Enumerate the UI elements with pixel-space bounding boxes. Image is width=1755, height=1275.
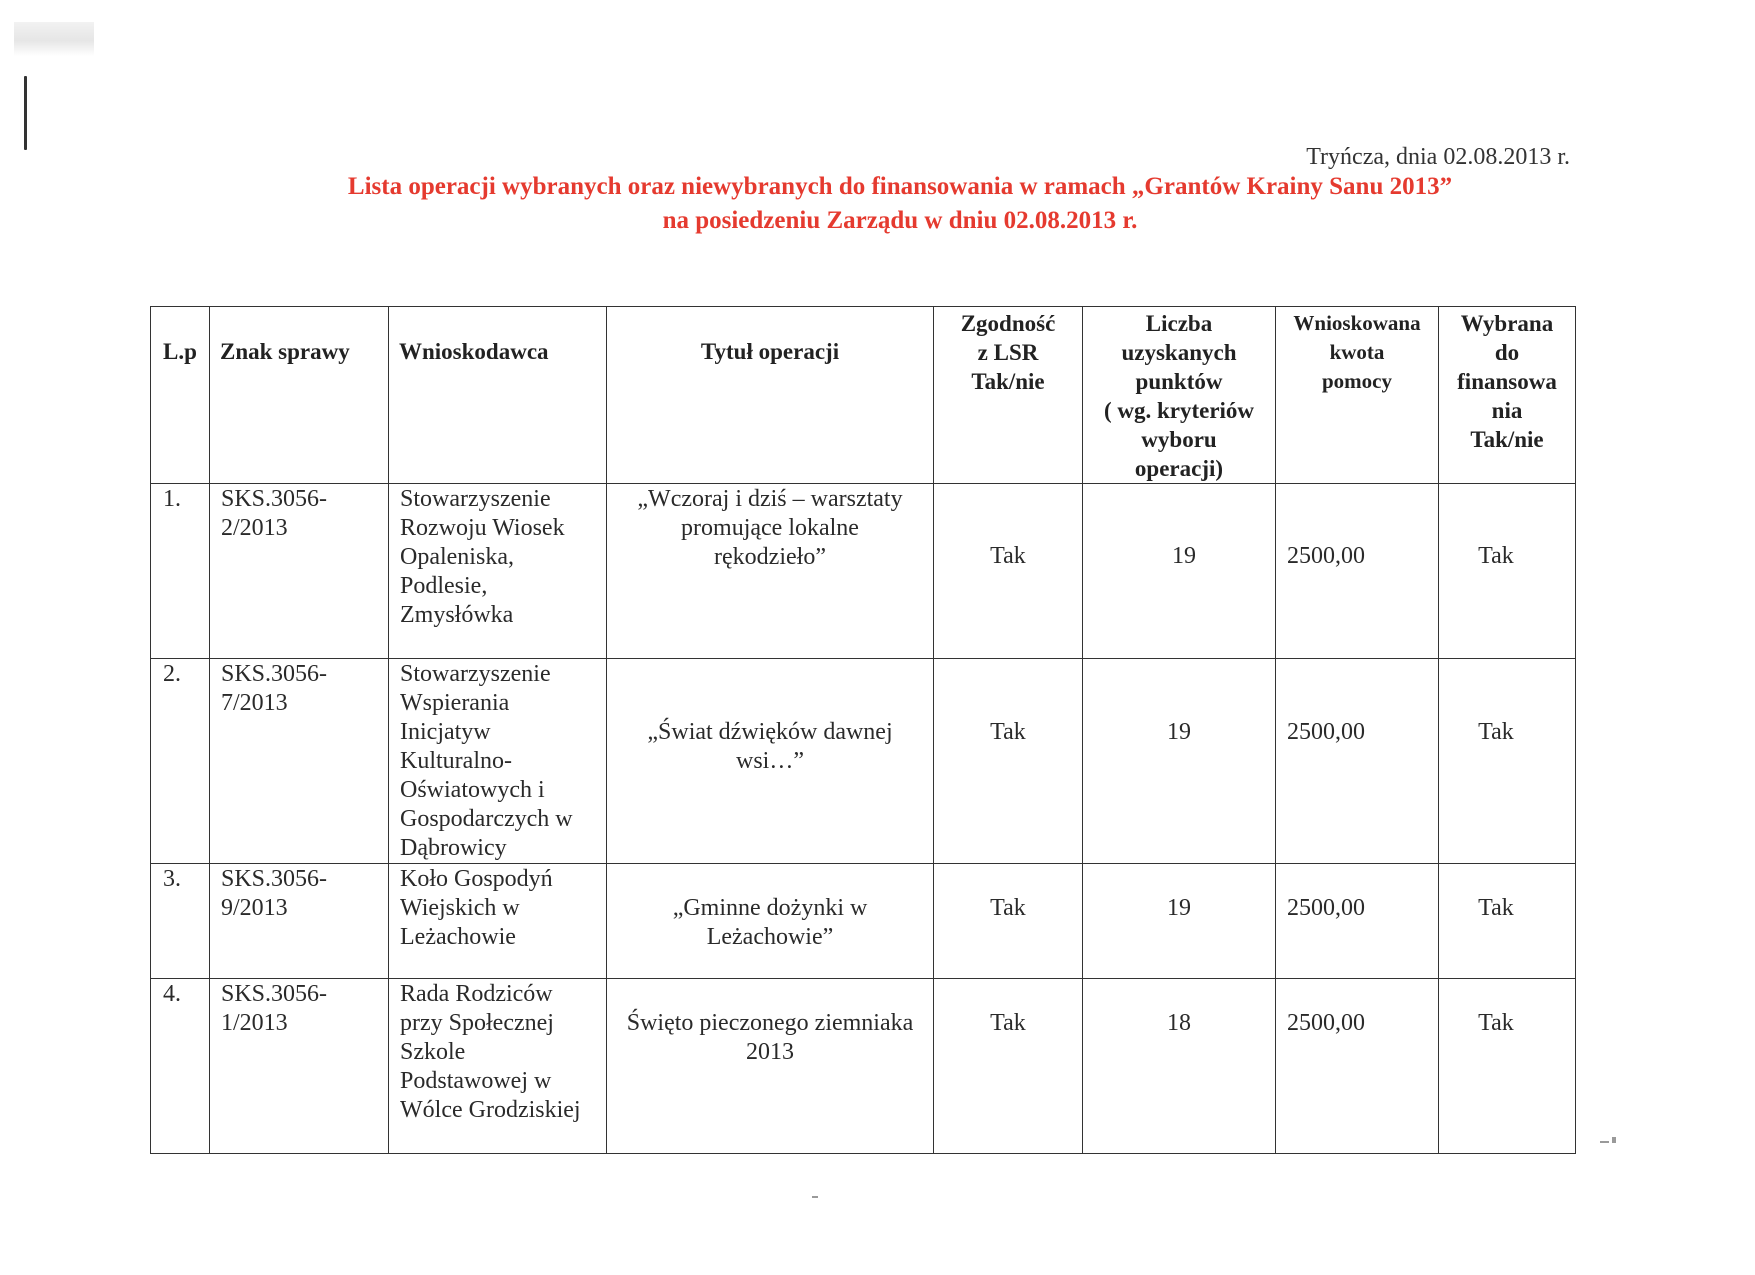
row-points: 19 — [1083, 864, 1276, 979]
row-applicant: Koło Gospodyń Wiejskich w Leżachowie — [389, 864, 607, 979]
header-lsr-compliance: Zgodność z LSR Tak/nie — [934, 307, 1083, 484]
table-row — [151, 659, 1576, 864]
document-title-line-1: Lista operacji wybranych oraz niewybranych do finansowania w ramach „Grantów Krainy Sanu 2013” — [347, 173, 1453, 200]
row-case-number: SKS.3056- 2/2013 — [210, 484, 389, 659]
row-applicant: Stowarzyszenie Rozwoju Wiosek Opaleniska, Podlesie, Zmysłówka — [389, 484, 607, 659]
row-applicant: Stowarzyszenie Wspierania Inicjatyw Kulturalno- Oświatowych i Gospodarczych w Dąbrowicy — [389, 659, 607, 864]
header-requested-amount: Wnioskowana kwota pomocy — [1276, 307, 1439, 484]
row-lp: 3. — [151, 864, 210, 979]
scan-speck — [1600, 1141, 1609, 1143]
row-case-number: SKS.3056- 9/2013 — [210, 864, 389, 979]
row-selected: Tak — [1439, 484, 1576, 659]
scan-margin-mark — [24, 76, 27, 150]
scan-speck — [1612, 1137, 1616, 1143]
header-row — [151, 307, 1576, 484]
row-applicant: Rada Rodziców przy Społecznej Szkole Podstawowej w Wólce Grodziskiej — [389, 979, 607, 1154]
row-points: 19 — [1083, 484, 1276, 659]
row-requested-amount: 2500,00 — [1276, 864, 1439, 979]
row-operation-title: Święto pieczonego ziemniaka 2013 — [607, 979, 934, 1154]
row-operation-title: „Świat dźwięków dawnej wsi…” — [607, 659, 934, 864]
place-date: Tryńcza, dnia 02.08.2013 r. — [1306, 144, 1570, 170]
row-selected: Tak — [1439, 864, 1576, 979]
table-row — [151, 864, 1576, 979]
header-selected: Wybrana do finansowa nia Tak/nie — [1439, 307, 1576, 484]
header-case-number: Znak sprawy — [210, 307, 389, 484]
row-lsr-compliance: Tak — [934, 979, 1083, 1154]
row-lsr-compliance: Tak — [934, 484, 1083, 659]
row-operation-title: „Gminne dożynki w Leżachowie” — [607, 864, 934, 979]
row-case-number: SKS.3056- 1/2013 — [210, 979, 389, 1154]
scan-speck — [812, 1196, 818, 1198]
document-title-line-2: na posiedzeniu Zarządu w dniu 02.08.2013 r. — [662, 207, 1138, 234]
row-selected: Tak — [1439, 979, 1576, 1154]
header-points: Liczba uzyskanych punktów ( wg. kryteriów wyboru operacji) — [1083, 307, 1276, 484]
row-operation-title: „Wczoraj i dziś – warsztaty promujące lokalne rękodzieło” — [607, 484, 934, 659]
row-lp: 4. — [151, 979, 210, 1154]
header-applicant: Wnioskodawca — [389, 307, 607, 484]
row-lp: 2. — [151, 659, 210, 864]
row-lsr-compliance: Tak — [934, 864, 1083, 979]
row-selected: Tak — [1439, 659, 1576, 864]
row-lp: 1. — [151, 484, 210, 659]
row-points: 19 — [1083, 659, 1276, 864]
row-requested-amount: 2500,00 — [1276, 484, 1439, 659]
row-case-number: SKS.3056- 7/2013 — [210, 659, 389, 864]
operations-table — [150, 306, 1576, 1154]
header-lp: L.p — [151, 307, 210, 484]
row-lsr-compliance: Tak — [934, 659, 1083, 864]
header-operation-title: Tytuł operacji — [607, 307, 934, 484]
table-row — [151, 484, 1576, 659]
row-points: 18 — [1083, 979, 1276, 1154]
scan-corner-shadow — [14, 22, 94, 56]
table-row — [151, 979, 1576, 1154]
row-requested-amount: 2500,00 — [1276, 659, 1439, 864]
row-requested-amount: 2500,00 — [1276, 979, 1439, 1154]
